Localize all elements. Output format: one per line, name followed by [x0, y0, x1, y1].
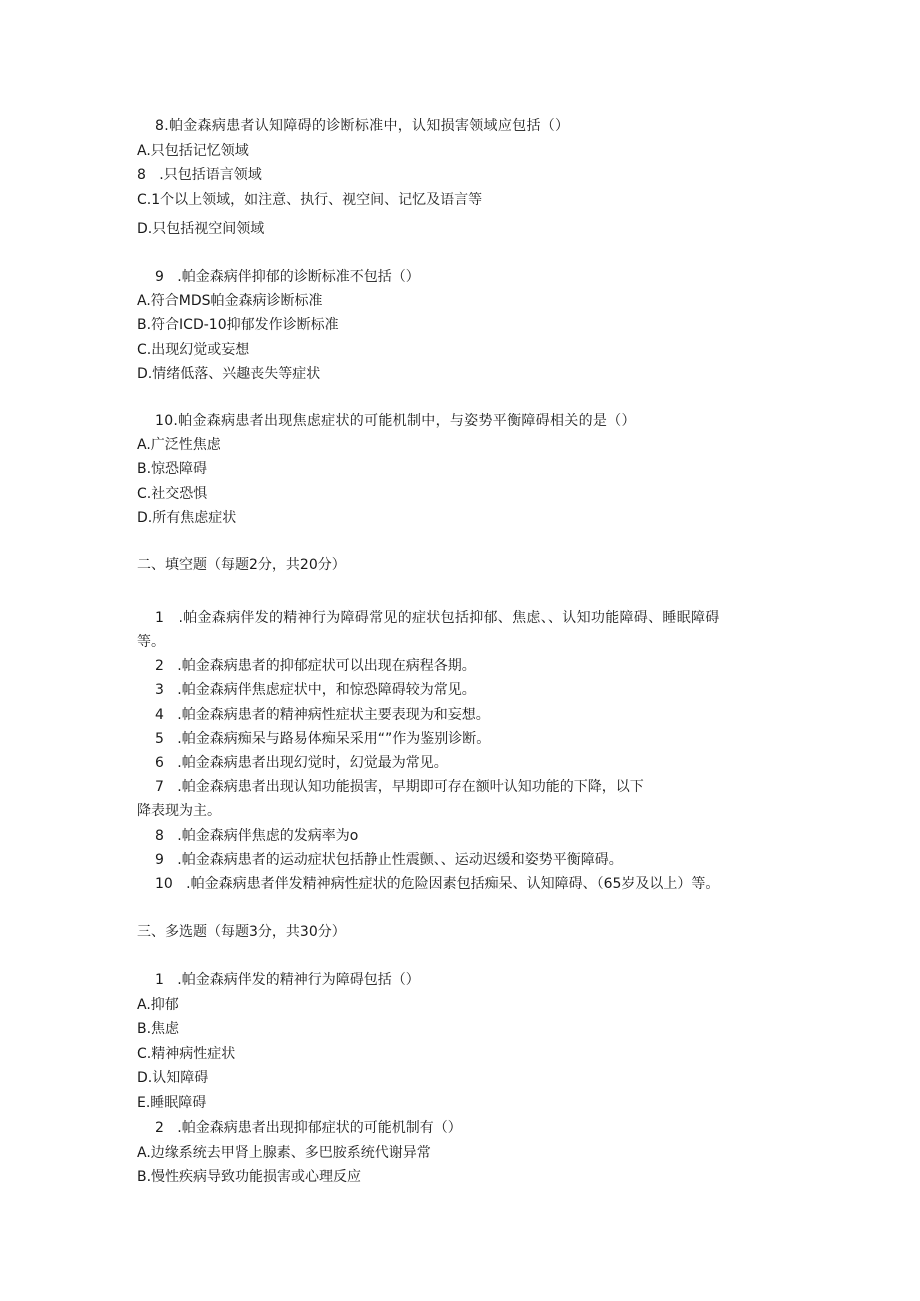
question-10-stem: 10.帕金森病患者出现焦虑症状的可能机制中，与姿势平衡障碍相关的是（）: [155, 413, 636, 429]
multi-question-1-option-d: D.认知障碍: [137, 1070, 209, 1086]
multi-question-2-option-b: B.慢性疾病导致功能损害或心理反应: [137, 1169, 362, 1185]
section-2-heading: 二、填空题（每题2分，共20分）: [137, 557, 346, 573]
question-10-option-b: B.惊恐障碍: [137, 461, 208, 477]
question-8-option-c: C.1个以上领域，如注意、执行、视空间、记忆及语言等: [137, 192, 483, 208]
multi-question-1-option-c: C.精神病性症状: [137, 1046, 236, 1062]
fill-item-9: 9 .帕金森病患者的运动症状包括静止性震颤、、运动迟缓和姿势平衡障碍。: [155, 852, 623, 868]
question-8-option-b: 8 .只包括语言领域: [137, 167, 262, 183]
multi-question-2-option-a: A.边缘系统去甲肾上腺素、多巴胺系统代谢异常: [137, 1145, 431, 1161]
question-9-option-a: A.符合MDS帕金森病诊断标准: [137, 293, 323, 309]
fill-item-1: 1 .帕金森病伴发的精神行为障碍常见的症状包括抑郁、焦虑、、认知功能障碍、睡眠障碍: [155, 610, 720, 626]
multi-question-1-option-a: A.抑郁: [137, 997, 179, 1013]
fill-item-10: 10 .帕金森病患者伴发精神病性症状的危险因素包括痴呆、认知障碍、（65岁及以上）等。: [155, 876, 720, 892]
fill-item-5: 5 .帕金森病痴呆与路易体痴呆采用“”作为鉴别诊断。: [155, 731, 491, 747]
question-8-option-a: A.只包括记忆领域: [137, 143, 249, 159]
fill-item-8: 8 .帕金森病伴焦虑的发病率为o: [155, 828, 359, 844]
question-10-option-c: C.社交恐惧: [137, 486, 208, 502]
question-10-option-d: D.所有焦虑症状: [137, 510, 237, 526]
question-8-stem: 8.帕金森病患者认知障碍的诊断标准中，认知损害领域应包括（）: [155, 118, 570, 134]
fill-item-7-continued: 降表现为主。: [137, 803, 221, 819]
question-9-option-b: B.符合ICD-10抑郁发作诊断标准: [137, 317, 339, 333]
fill-item-7: 7 .帕金森病患者出现认知功能损害，早期即可存在额叶认知功能的下降，以下: [155, 779, 644, 795]
question-9-option-d: D.情绪低落、兴趣丧失等症状: [137, 366, 321, 382]
multi-question-1-option-e: E.睡眠障碍: [137, 1095, 207, 1111]
question-9-option-c: C.出现幻觉或妄想: [137, 342, 250, 358]
fill-item-3: 3 .帕金森病伴焦虑症状中，和惊恐障碍较为常见。: [155, 682, 476, 698]
multi-question-1-stem: 1 .帕金森病伴发的精神行为障碍包括（）: [155, 972, 420, 988]
fill-item-6: 6 .帕金森病患者出现幻觉时，幻觉最为常见。: [155, 755, 448, 771]
section-3-heading: 三、多选题（每题3分，共30分）: [137, 924, 346, 940]
question-10-option-a: A.广泛性焦虑: [137, 437, 221, 453]
question-8-option-d: D.只包括视空间领域: [137, 221, 265, 237]
multi-question-2-stem: 2 .帕金森病患者出现抑郁症状的可能机制有（）: [155, 1120, 462, 1136]
fill-item-2: 2 .帕金森病患者的抑郁症状可以出现在病程各期。: [155, 658, 476, 674]
fill-item-1-continued: 等。: [137, 634, 165, 650]
question-9-stem: 9 .帕金森病伴抑郁的诊断标准不包括（）: [155, 269, 420, 285]
multi-question-1-option-b: B.焦虑: [137, 1021, 180, 1037]
fill-item-4: 4 .帕金森病患者的精神病性症状主要表现为和妄想。: [155, 707, 490, 723]
